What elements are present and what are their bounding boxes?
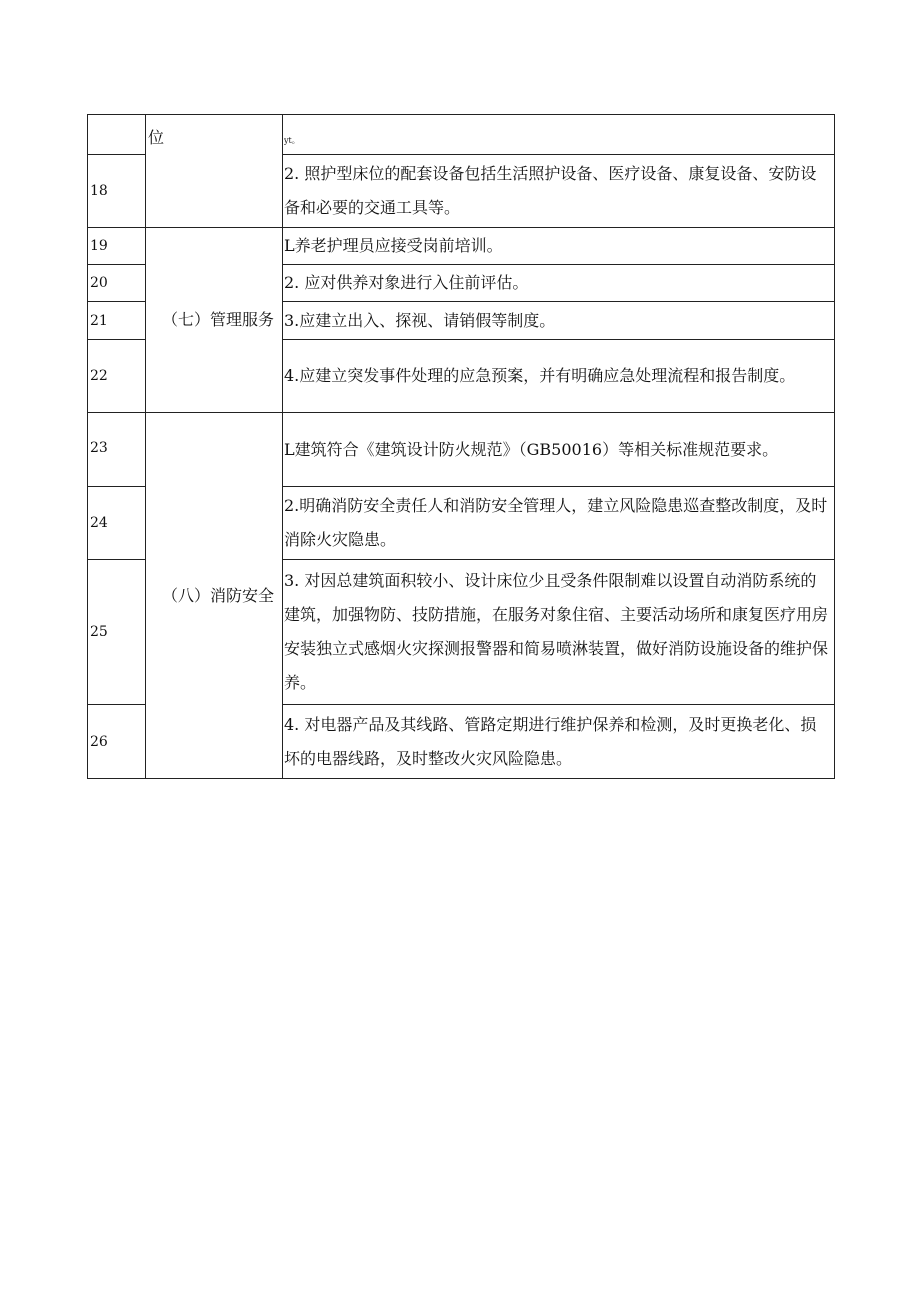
category-cell (146, 413, 283, 779)
requirement-text: 2. 应对供养对象进行入住前评估。 (283, 265, 835, 302)
requirement-text: 4.应建立突发事件处理的应急预案，并有明确应急处理流程和报告制度。 (283, 340, 835, 413)
row-number: 26 (88, 705, 146, 779)
category-label: （七）管理服务 (162, 310, 275, 329)
row-number (88, 115, 146, 155)
row-number: 19 (88, 228, 146, 265)
table-row (88, 413, 835, 487)
standards-table (87, 114, 835, 779)
row-number: 18 (88, 155, 146, 228)
category-label: （八）消防安全 (162, 585, 275, 605)
category-label: 位 (148, 128, 165, 147)
row-number: 23 (88, 413, 146, 487)
category-cell (146, 115, 283, 228)
table-row (88, 115, 835, 155)
requirement-text: 2.明确消防安全责任人和消防安全管理人，建立风险隐患巡查整改制度，及时消除火灾隐患。 (283, 487, 835, 560)
row-number: 25 (88, 560, 146, 705)
requirement-text: yt。 (284, 135, 300, 145)
requirement-text: 3. 对因总建筑面积较小、设计床位少且受条件限制难以设置自动消防系统的建筑，加强物防、技防措施，在服务对象住宿、主要活动场所和康复医疗用房安装独立式感烟火灾探测报警器和简易喷淋装置，做好消防设施设备的维护保养。 (283, 560, 835, 705)
row-number: 21 (88, 302, 146, 340)
requirement-text: 4. 对电器产品及其线路、管路定期进行维护保养和检测，及时更换老化、损坏的电器线路，及时整改火灾风险隐患。 (283, 705, 835, 779)
row-number: 20 (88, 265, 146, 302)
row-number: 22 (88, 340, 146, 413)
table-row (88, 228, 835, 265)
requirement-text: 3.应建立出入、探视、请销假等制度。 (283, 302, 835, 340)
requirement-text: 2. 照护型床位的配套设备包括生活照护设备、医疗设备、康复设备、安防设备和必要的交通工具等。 (283, 155, 835, 228)
requirement-cell (283, 115, 835, 155)
requirement-text: L养老护理员应接受岗前培训。 (283, 228, 835, 265)
row-number: 24 (88, 487, 146, 560)
category-cell (146, 228, 283, 413)
requirement-text: L建筑符合《建筑设计防火规范》（GB50016）等相关标准规范要求。 (283, 413, 835, 487)
